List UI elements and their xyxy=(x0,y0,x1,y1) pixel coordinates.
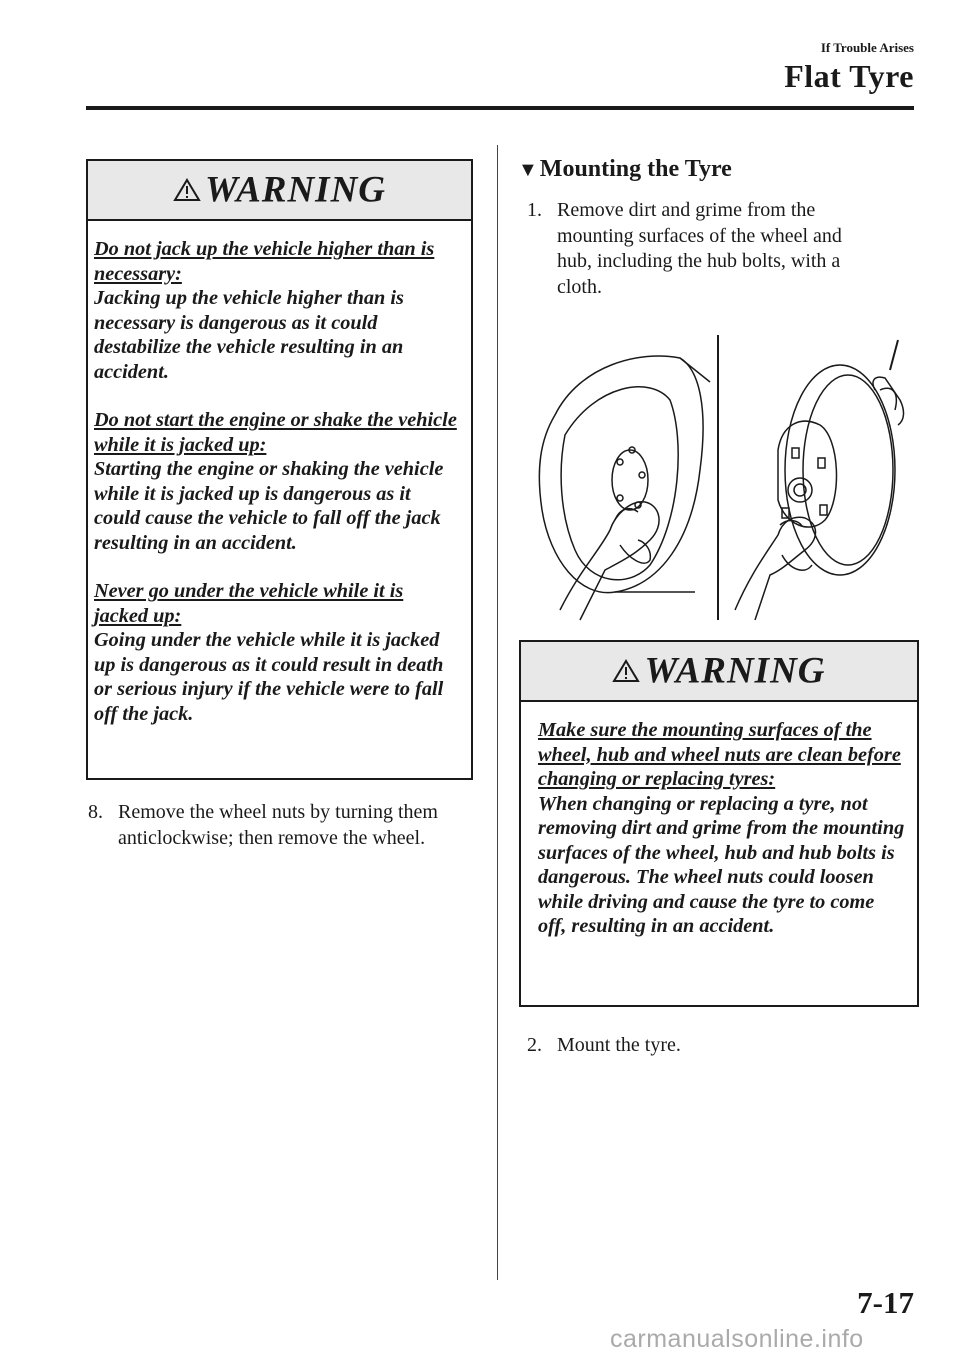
warning-triangle-icon xyxy=(612,659,640,683)
warning-header xyxy=(521,642,917,702)
column-divider xyxy=(497,145,498,1280)
warning-header xyxy=(88,161,471,221)
step-number: 1. xyxy=(527,199,542,221)
hand-cloth-right xyxy=(735,517,816,620)
warning-text: Starting the engine or shaking the vehicle while it is jacked up is dangerous as it could cause the vehicle to fall off the jack resulting in an accident. xyxy=(94,458,444,554)
warning-title: WARNING xyxy=(204,169,387,211)
warning-triangle-icon xyxy=(173,178,201,202)
step-number: 2. xyxy=(527,1034,542,1056)
page-number: 7-17 xyxy=(857,1285,914,1320)
warning-heading: Do not jack up the vehicle higher than is necessary: xyxy=(94,238,435,285)
section-heading-text: Mounting the Tyre xyxy=(539,156,732,182)
step-8 xyxy=(88,800,468,851)
wheel-hub-cleaning-illustration xyxy=(520,330,920,625)
page-title: Flat Tyre xyxy=(784,58,914,94)
warning-heading: Make sure the mounting surfaces of the wheel, hub and wheel nuts are clean before changing or replacing tyres: xyxy=(538,719,901,790)
warning-text: Going under the vehicle while it is jacked up is dangerous as it could result in death or serious injury if the vehicle were to fall off the jack. xyxy=(94,629,444,725)
hub-illustration xyxy=(778,340,904,575)
header-rule xyxy=(86,106,914,110)
section-heading xyxy=(518,156,732,183)
warning-box-jacking xyxy=(86,159,473,780)
hand-cloth-left xyxy=(560,502,659,620)
warning-body xyxy=(521,702,917,939)
warning-body xyxy=(88,221,471,726)
section-label: If Trouble Arises xyxy=(820,40,914,55)
warning-text: Jacking up the vehicle higher than is necessary is dangerous as it could destabilize the vehicle resulting in an accident. xyxy=(94,287,404,383)
step-number: 8. xyxy=(88,801,103,823)
warning-box-mounting xyxy=(519,640,919,1007)
warning-title: WARNING xyxy=(644,650,826,692)
warning-heading: Do not start the engine or shake the vehicle while it is jacked up: xyxy=(94,409,457,456)
step-text: Remove the wheel nuts by turning them anticlockwise; then remove the wheel. xyxy=(118,801,438,849)
step-text: Mount the tyre. xyxy=(557,1034,681,1056)
step-1 xyxy=(527,198,857,300)
tyre-illustration xyxy=(539,356,710,593)
triangle-bullet-icon: ▼ xyxy=(518,159,538,181)
watermark: carmanualsonline.info xyxy=(610,1325,864,1353)
step-2 xyxy=(527,1033,857,1059)
warning-heading: Never go under the vehicle while it is jacked up: xyxy=(94,580,404,627)
step-text: Remove dirt and grime from the mounting surfaces of the wheel and hub, including the hub bolts, with a cloth. xyxy=(557,199,842,298)
warning-text: When changing or replacing a tyre, not removing dirt and grime from the mounting surfaces of the wheel, hub and hub bolts is dangerous. The wheel nuts could loosen while driving and cause the tyre to come off, resulting in an accident. xyxy=(538,792,905,937)
